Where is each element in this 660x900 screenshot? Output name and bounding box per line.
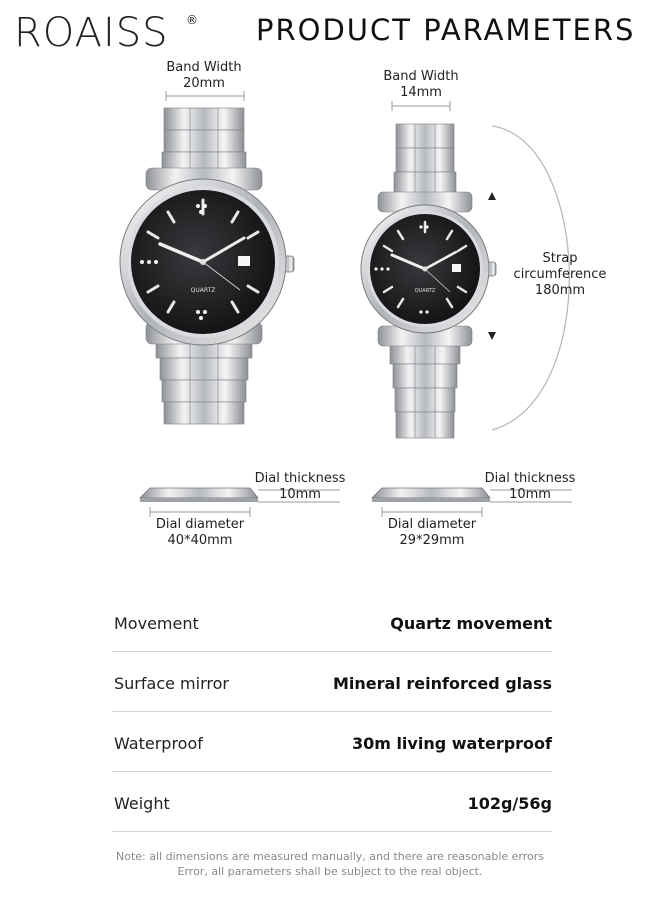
small-dial-thickness-label (480, 471, 580, 503)
small-thickness-value: 10mm (509, 487, 551, 502)
small-watch (361, 101, 572, 517)
registered-mark: ® (186, 13, 198, 27)
spec-row-movement (112, 592, 552, 652)
spec-value: Mineral reinforced glass (333, 674, 552, 693)
strap-value: 180mm (534, 283, 586, 298)
footnote-line-2: Error, all parameters shall be subject to the real object. (177, 865, 483, 878)
arrow-down-icon (488, 332, 496, 340)
spec-table (112, 592, 552, 832)
strap-subtitle: circumference (513, 267, 607, 282)
large-band-width-value: 20mm (183, 76, 225, 91)
spec-key: Movement (114, 614, 199, 633)
spec-row-weight (112, 772, 552, 832)
spec-key: Waterproof (114, 734, 203, 753)
small-diameter-title: Dial diameter (387, 517, 477, 532)
page-title: PRODUCT PARAMETERS (256, 13, 636, 47)
large-dial-thickness-label (250, 471, 350, 503)
small-diameter-value: 29*29mm (399, 533, 465, 548)
arrow-up-icon (488, 192, 496, 200)
large-watch (120, 91, 340, 517)
large-band-width-label (154, 60, 254, 92)
spec-key: Surface mirror (114, 674, 229, 693)
small-band-width-title: Band Width (383, 69, 459, 84)
spec-value: 30m living waterproof (351, 734, 552, 753)
spec-key: Weight (114, 794, 170, 813)
footnote (0, 849, 660, 879)
small-band-width-value: 14mm (400, 85, 442, 100)
large-bracelet-bottom (156, 336, 252, 424)
spec-value: 102g/56g (467, 794, 552, 813)
strap-title: Strap (542, 251, 578, 266)
large-thickness-value: 10mm (279, 487, 321, 502)
spec-row-surface-mirror (112, 652, 552, 712)
large-dial-diameter-label (150, 517, 250, 549)
small-dial-text: QUARTZ (414, 288, 436, 294)
large-dial-text: QUARTZ (190, 287, 216, 294)
small-bracelet-bottom (390, 340, 460, 438)
small-bracelet-top (394, 124, 456, 196)
brand-logo: ROAISS (14, 10, 169, 56)
small-dial-diameter-label (382, 517, 482, 549)
footnote-line-1: Note: all dimensions are measured manually, and there are reasonable errors (116, 850, 544, 863)
large-bracelet-top (162, 108, 246, 174)
spec-row-waterproof (112, 712, 552, 772)
small-band-width-label (371, 69, 471, 101)
strap-circumference-label (510, 251, 610, 299)
small-thickness-title: Dial thickness (484, 471, 576, 486)
large-band-width-title: Band Width (166, 60, 242, 75)
spec-value: Quartz movement (390, 614, 552, 633)
large-thickness-title: Dial thickness (254, 471, 346, 486)
large-diameter-title: Dial diameter (155, 517, 245, 532)
large-diameter-value: 40*40mm (167, 533, 233, 548)
